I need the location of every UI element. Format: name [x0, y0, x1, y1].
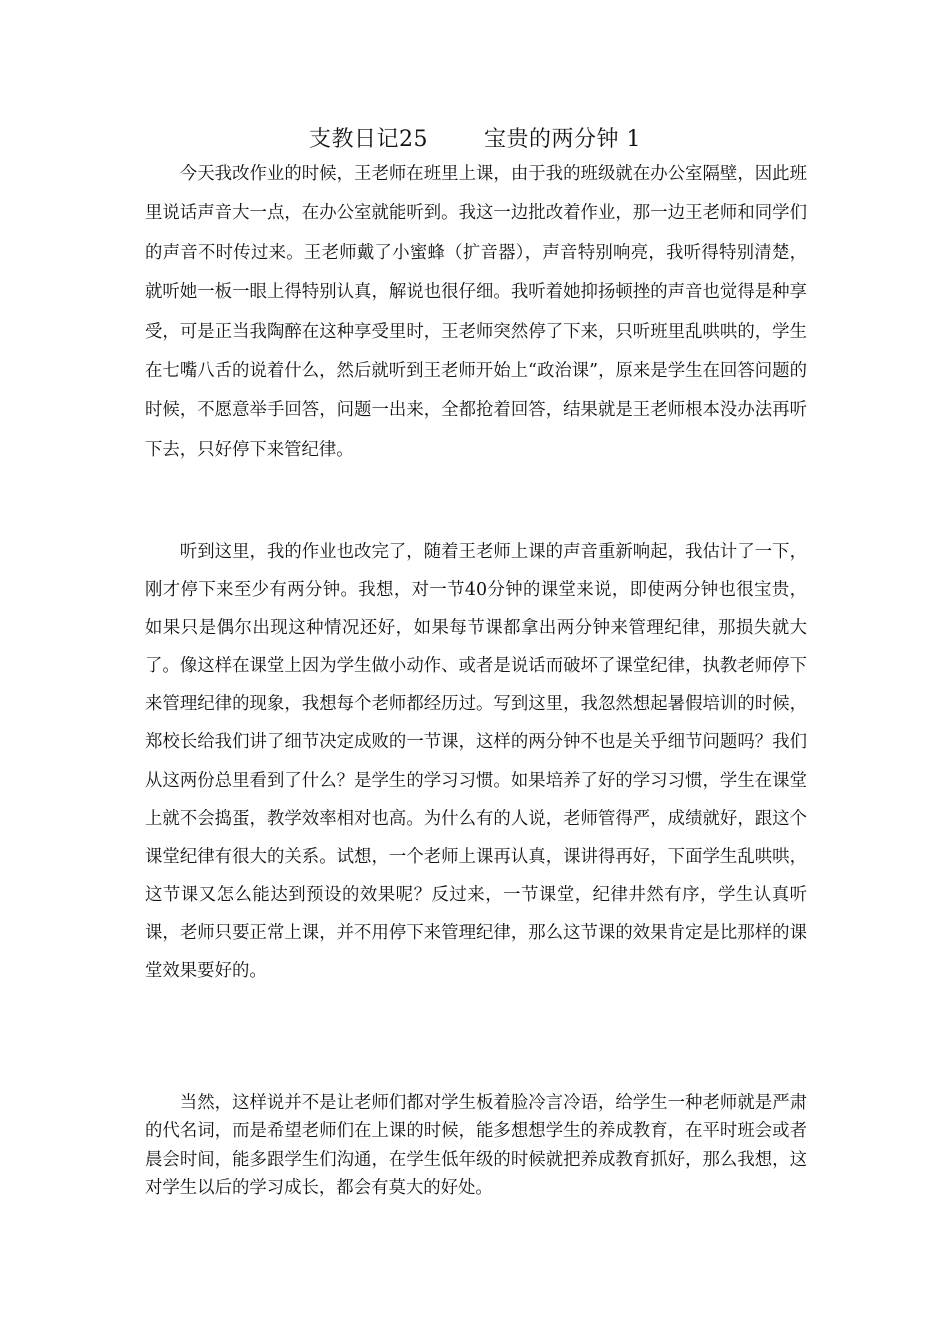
paragraph-2: 听到这里，我的作业也改完了，随着王老师上课的声音重新响起，我估计了一下，刚才停下来至少有两分钟。我想，对一节40分钟的课堂来说，即使两分钟也很宝贵，如果只是偶尔出现这种情况还好，如果每节课都拿出两分钟来管理纪律，那损失就大了。像这样在课堂上因为学生做小动作、或者是说话而破坏了课堂纪律，执教老师停下来管理纪律的现象，我想每个老师都经历过。写到这里，我忽然想起暑假培训的时候，郑校长给我们讲了细节决定成败的一节课，这样的两分钟不也是关乎细节问题吗？我们从这两份总里看到了什么？是学生的学习习惯。如果培养了好的学习习惯，学生在课堂上就不会捣蛋，教学效率相对也高。为什么有的人说，老师管得严，成绩就好，跟这个课堂纪律有很大的关系。试想，一个老师上课再认真，课讲得再好，下面学生乱哄哄，这节课又怎么能达到预设的效果呢？反过来，一节课堂，纪律井然有序，学生认真听课，老师只要正常上课，并不用停下来管理纪律，那么这节课的效果肯定是比那样的课堂效果要好的。: [145, 542, 807, 982]
paragraph-3: 当然，这样说并不是让老师们都对学生板着脸冷言冷语，给学生一种老师就是严肃的代名词，而是希望老师们在上课的时候，能多想想学生的养成教育，在平时班会或者晨会时间，能多跟学生们沟通，在学生低年级的时候就把养成教育抓好，那么我想，这对学生以后的学习成长，都会有莫大的好处。: [145, 1093, 807, 1198]
title-right: 宝贵的两分钟 1: [484, 127, 641, 152]
document-title: [0, 124, 950, 156]
title-left: 支教日记25: [309, 127, 428, 152]
paragraph-1: 今天我改作业的时候，王老师在班里上课，由于我的班级就在办公室隔壁，因此班里说话声音大一点，在办公室就能听到。我这一边批改着作业，那一边王老师和同学们的声音不时传过来。王老师戴了小蜜蜂（扩音器），声音特别响亮，我听得特别清楚，就听她一板一眼上得特别认真，解说也很仔细。我听着她抑扬顿挫的声音也觉得是种享受，可是正当我陶醉在这种享受里时，王老师突然停了下来，只听班里乱哄哄的，学生在七嘴八舌的说着什么，然后就听到王老师开始上“政治课”，原来是学生在回答问题的时候，不愿意举手回答，问题一出来，全都抢着回答，结果就是王老师根本没办法再听下去，只好停下来管纪律。: [145, 164, 807, 460]
